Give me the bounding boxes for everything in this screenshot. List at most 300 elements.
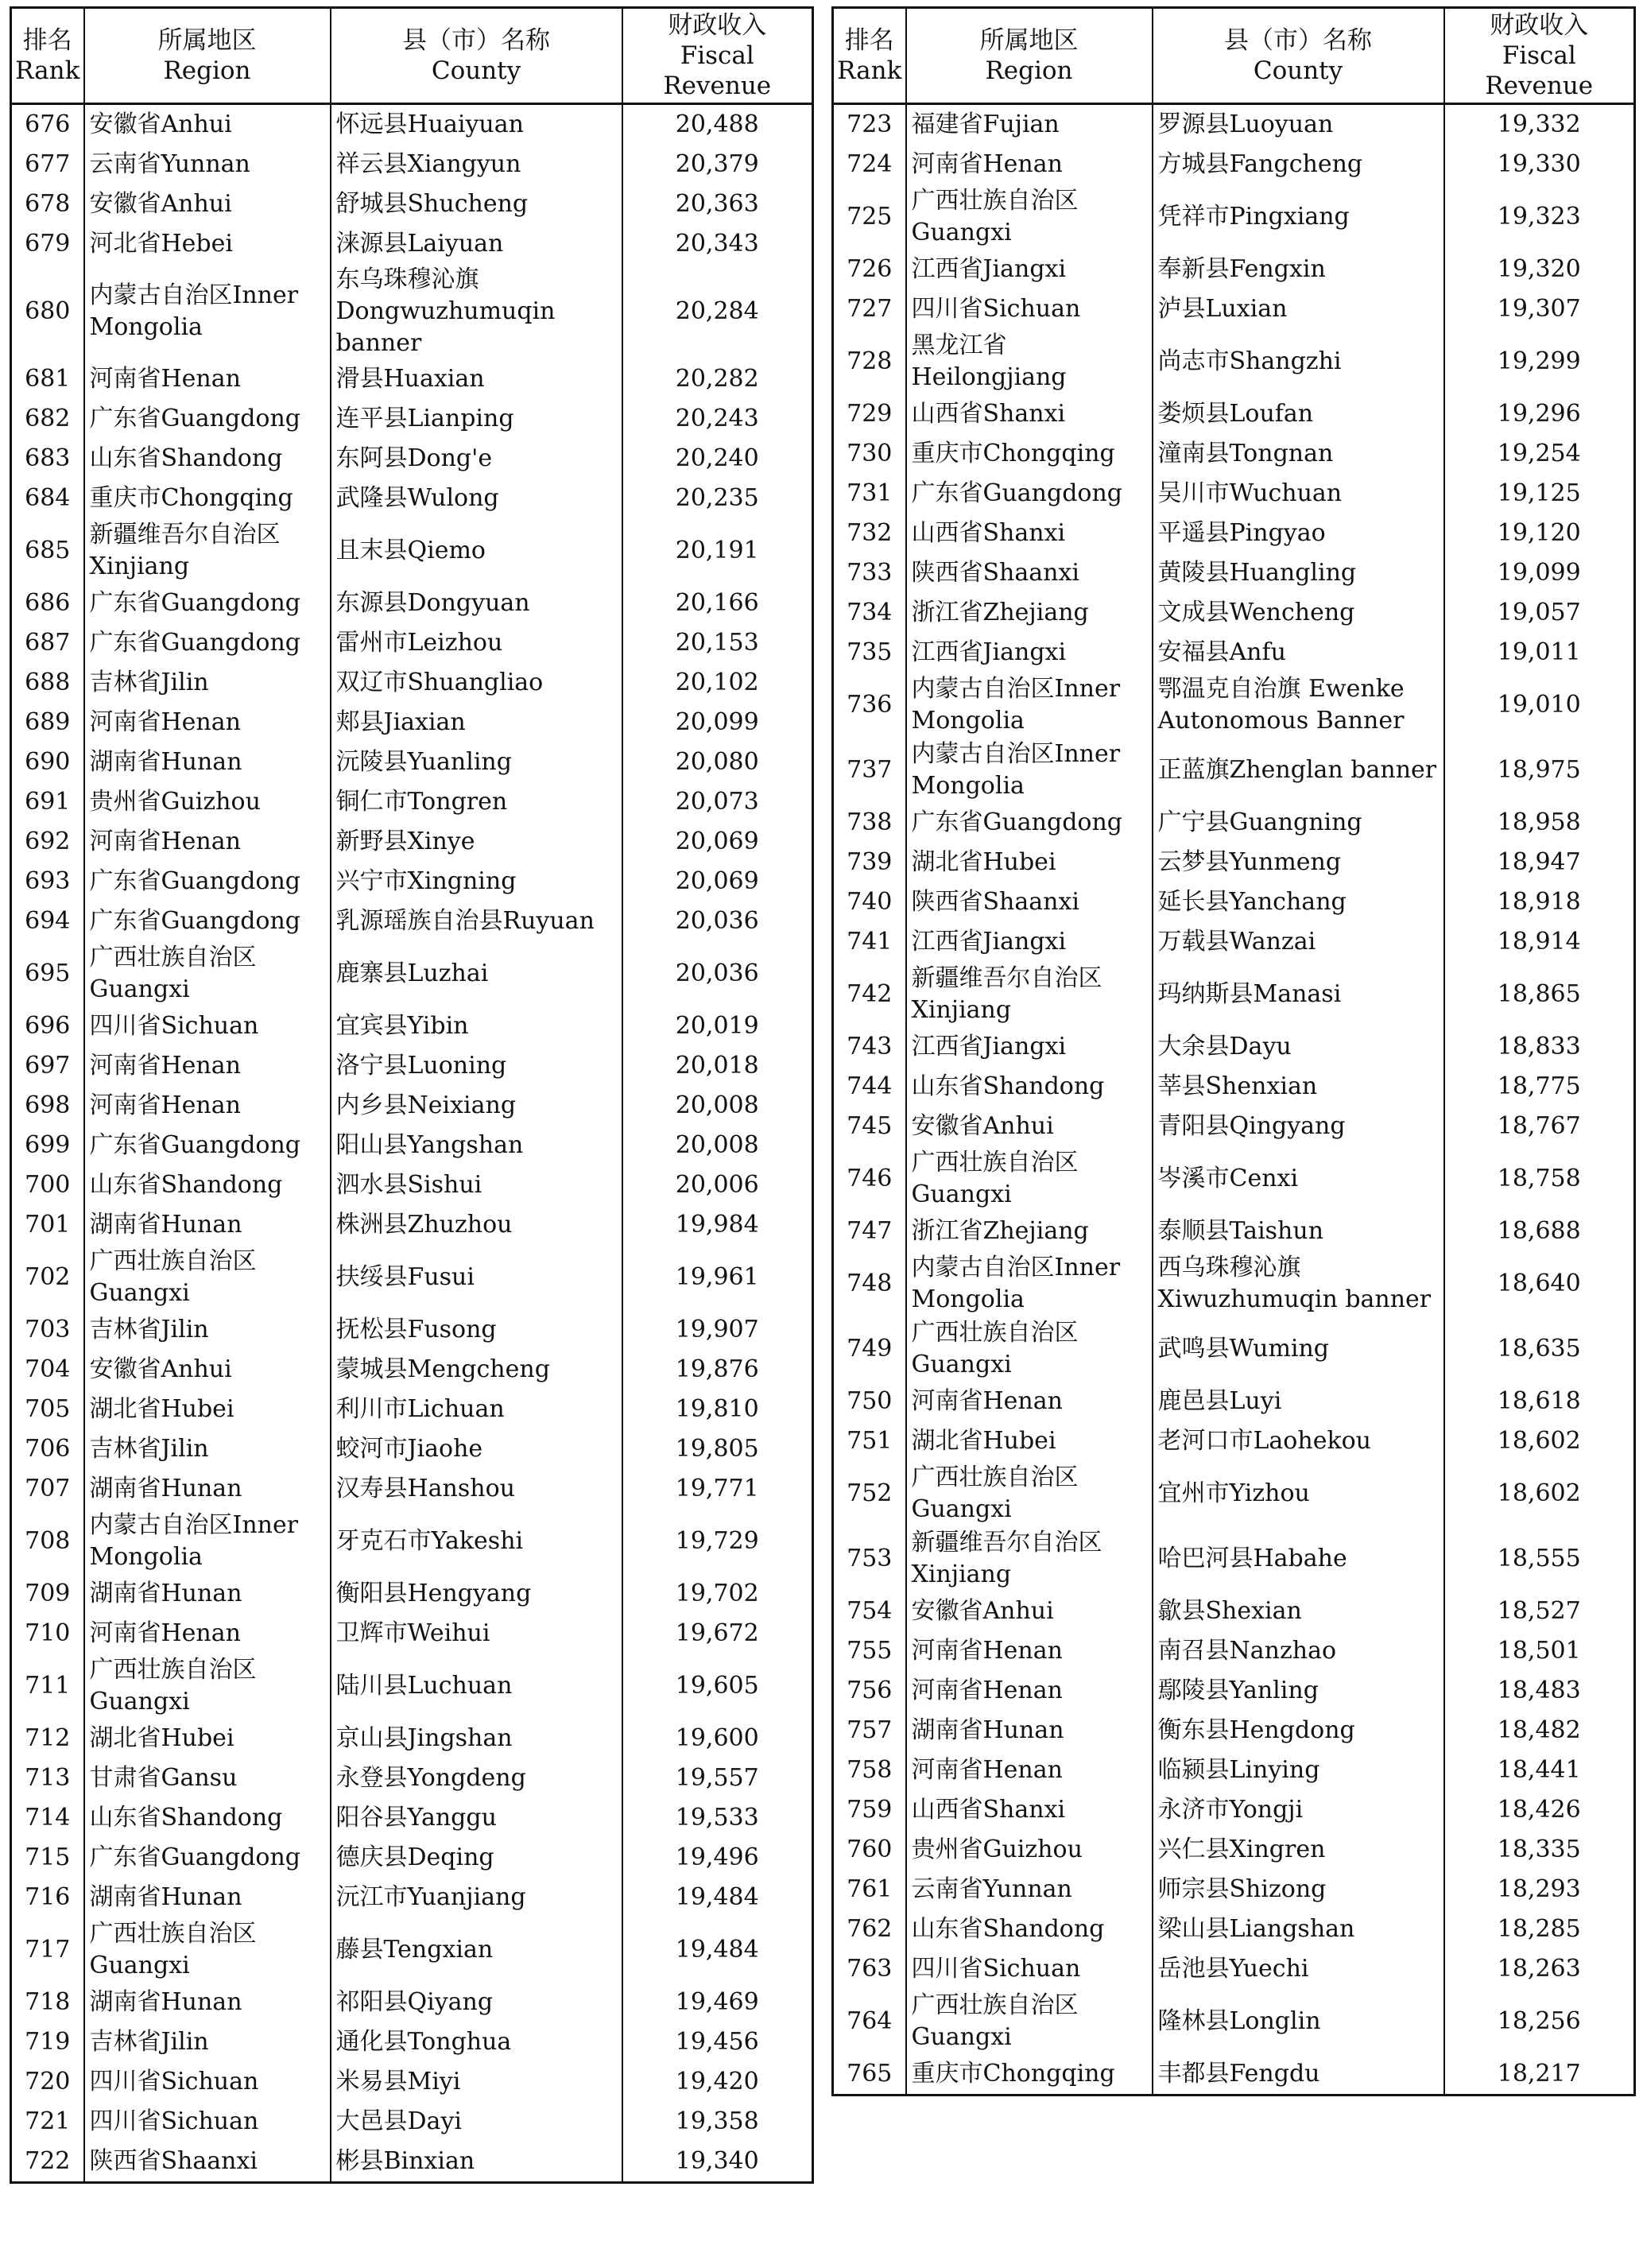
rank-cell: 703 [11, 1310, 84, 1350]
region-cell: 湖南省Hunan [84, 1574, 331, 1614]
county-cell: 武鸣县Wuming [1153, 1316, 1444, 1382]
revenue-cell: 20,018 [622, 1046, 813, 1086]
region-cell: 吉林省Jilin [84, 663, 331, 703]
county-cell: 正蓝旗Zhenglan banner [1153, 738, 1444, 803]
rank-cell: 736 [833, 673, 906, 738]
county-cell: 歙县Shexian [1153, 1591, 1444, 1631]
region-cell: 浙江省Zhejiang [906, 593, 1153, 633]
table-row [833, 145, 1635, 184]
rank-cell: 680 [11, 264, 84, 359]
county-cell: 梁山县Liangshan [1153, 1909, 1444, 1949]
revenue-cell: 18,640 [1444, 1251, 1635, 1316]
region-cell: 四川省Sichuan [84, 1006, 331, 1046]
rank-cell: 685 [11, 518, 84, 583]
table-row [11, 439, 813, 479]
table-row [11, 1798, 813, 1838]
table-row [11, 663, 813, 703]
revenue-cell: 20,363 [622, 184, 813, 224]
rank-cell: 738 [833, 803, 906, 843]
region-cell: 广东省Guangdong [84, 1838, 331, 1878]
revenue-cell: 20,488 [622, 104, 813, 145]
county-cell: 凭祥市Pingxiang [1153, 184, 1444, 250]
county-cell: 大余县Dayu [1153, 1027, 1444, 1067]
revenue-cell: 18,217 [1444, 2054, 1635, 2095]
county-cell: 文成县Wencheng [1153, 593, 1444, 633]
county-cell: 老河口市Laohekou [1153, 1421, 1444, 1461]
revenue-cell: 18,758 [1444, 1146, 1635, 1212]
region-cell: 四川省Sichuan [906, 289, 1153, 329]
table-row [11, 1614, 813, 1654]
region-cell: 河南省Henan [906, 1382, 1153, 1421]
revenue-cell: 18,918 [1444, 882, 1635, 922]
region-cell: 内蒙古自治区Inner Mongolia [84, 264, 331, 359]
county-cell: 内乡县Neixiang [331, 1086, 622, 1126]
rank-cell: 711 [11, 1654, 84, 1719]
revenue-cell: 20,284 [622, 264, 813, 359]
revenue-cell: 18,975 [1444, 738, 1635, 803]
revenue-cell: 20,006 [622, 1165, 813, 1205]
county-header: 县（市）名称 County [331, 8, 622, 104]
county-cell: 抚松县Fusong [331, 1310, 622, 1350]
table-row [833, 1461, 1635, 1526]
rank-cell: 749 [833, 1316, 906, 1382]
county-cell: 衡阳县Hengyang [331, 1574, 622, 1614]
rank-cell: 681 [11, 359, 84, 399]
revenue-cell: 18,293 [1444, 1870, 1635, 1909]
region-cell: 新疆维吾尔自治区 Xinjiang [906, 1526, 1153, 1591]
county-cell: 方城县Fangcheng [1153, 145, 1444, 184]
revenue-cell: 20,166 [622, 583, 813, 623]
revenue-cell: 20,008 [622, 1126, 813, 1165]
rank-cell: 741 [833, 922, 906, 962]
revenue-cell: 18,555 [1444, 1526, 1635, 1591]
region-cell: 新疆维吾尔自治区 Xinjiang [906, 962, 1153, 1027]
revenue-cell: 18,602 [1444, 1461, 1635, 1526]
table-row [11, 359, 813, 399]
revenue-cell: 19,729 [622, 1509, 813, 1574]
rank-header: 排名 Rank [833, 8, 906, 104]
county-cell: 丰都县Fengdu [1153, 2054, 1444, 2095]
county-cell: 泸县Luxian [1153, 289, 1444, 329]
region-cell: 山西省Shanxi [906, 1790, 1153, 1830]
table-row [11, 1205, 813, 1245]
county-cell: 陆川县Luchuan [331, 1654, 622, 1719]
rank-cell: 684 [11, 479, 84, 518]
table-row [11, 1086, 813, 1126]
table-row [833, 1989, 1635, 2054]
county-cell: 郏县Jiaxian [331, 703, 622, 742]
table-row [11, 264, 813, 359]
table-row [11, 1758, 813, 1798]
county-cell: 鄂温克自治旗 Ewenke Autonomous Banner [1153, 673, 1444, 738]
revenue-cell: 19,340 [622, 2142, 813, 2183]
revenue-cell: 19,533 [622, 1798, 813, 1838]
rank-cell: 712 [11, 1719, 84, 1758]
rank-cell: 718 [11, 1983, 84, 2022]
table-row [11, 399, 813, 439]
table-row [833, 1316, 1635, 1382]
county-cell: 新野县Xinye [331, 822, 622, 862]
rank-cell: 715 [11, 1838, 84, 1878]
county-cell: 扶绥县Fusui [331, 1245, 622, 1310]
region-cell: 贵州省Guizhou [84, 782, 331, 822]
table-row [11, 1126, 813, 1165]
rank-cell: 694 [11, 901, 84, 941]
revenue-cell: 19,120 [1444, 514, 1635, 553]
table-row [11, 583, 813, 623]
county-cell: 双辽市Shuangliao [331, 663, 622, 703]
revenue-cell: 19,805 [622, 1429, 813, 1469]
table-row [11, 901, 813, 941]
rank-cell: 692 [11, 822, 84, 862]
rank-cell: 716 [11, 1878, 84, 1917]
rank-cell: 690 [11, 742, 84, 782]
revenue-cell: 19,984 [622, 1205, 813, 1245]
revenue-cell: 19,323 [1444, 184, 1635, 250]
table-row [11, 1509, 813, 1574]
region-cell: 广东省Guangdong [84, 623, 331, 663]
county-cell: 玛纳斯县Manasi [1153, 962, 1444, 1027]
table-row [11, 2062, 813, 2102]
rank-cell: 704 [11, 1350, 84, 1390]
county-cell: 泗水县Sishui [331, 1165, 622, 1205]
region-cell: 甘肃省Gansu [84, 1758, 331, 1798]
rank-cell: 679 [11, 224, 84, 264]
revenue-header: 财政收入 Fiscal Revenue [1444, 8, 1635, 104]
rank-cell: 730 [833, 434, 906, 474]
revenue-cell: 19,299 [1444, 329, 1635, 394]
table-row [833, 250, 1635, 289]
table-row [11, 518, 813, 583]
region-cell: 山西省Shanxi [906, 514, 1153, 553]
region-cell: 四川省Sichuan [906, 1949, 1153, 1989]
table-row [833, 1909, 1635, 1949]
rank-cell: 709 [11, 1574, 84, 1614]
rank-cell: 763 [833, 1949, 906, 1989]
region-cell: 湖北省Hubei [84, 1719, 331, 1758]
county-cell: 鹿邑县Luyi [1153, 1382, 1444, 1421]
rank-cell: 752 [833, 1461, 906, 1526]
county-cell: 潼南县Tongnan [1153, 434, 1444, 474]
county-cell: 德庆县Deqing [331, 1838, 622, 1878]
revenue-cell: 18,602 [1444, 1421, 1635, 1461]
region-cell: 陕西省Shaanxi [906, 553, 1153, 593]
region-cell: 河南省Henan [906, 1750, 1153, 1790]
rank-cell: 762 [833, 1909, 906, 1949]
table-row [833, 922, 1635, 962]
table-row [11, 1165, 813, 1205]
county-cell: 东乌珠穆沁旗 Dongwuzhumuqin banner [331, 264, 622, 359]
region-cell: 内蒙古自治区Inner Mongolia [84, 1509, 331, 1574]
revenue-cell: 20,019 [622, 1006, 813, 1046]
region-cell: 河南省Henan [906, 145, 1153, 184]
rank-cell: 758 [833, 1750, 906, 1790]
region-cell: 安徽省Anhui [906, 1591, 1153, 1631]
county-cell: 大邑县Dayi [331, 2102, 622, 2142]
region-cell: 重庆市Chongqing [906, 434, 1153, 474]
rank-cell: 732 [833, 514, 906, 553]
region-cell: 河南省Henan [84, 1086, 331, 1126]
revenue-cell: 20,243 [622, 399, 813, 439]
revenue-header: 财政收入 Fiscal Revenue [622, 8, 813, 104]
region-cell: 云南省Yunnan [84, 145, 331, 184]
table-row [833, 329, 1635, 394]
county-cell: 临颍县Linying [1153, 1750, 1444, 1790]
region-cell: 湖南省Hunan [84, 1469, 331, 1509]
county-cell: 青阳县Qingyang [1153, 1107, 1444, 1146]
region-cell: 黑龙江省 Heilongjiang [906, 329, 1153, 394]
region-cell: 广西壮族自治区 Guangxi [84, 941, 331, 1006]
table-row [833, 1107, 1635, 1146]
region-cell: 福建省Fujian [906, 104, 1153, 145]
region-cell: 广东省Guangdong [84, 583, 331, 623]
revenue-cell: 18,865 [1444, 962, 1635, 1027]
county-cell: 哈巴河县Habahe [1153, 1526, 1444, 1591]
county-cell: 泰顺县Taishun [1153, 1212, 1444, 1251]
revenue-cell: 19,011 [1444, 633, 1635, 673]
county-header: 县（市）名称 County [1153, 8, 1444, 104]
table-row [11, 782, 813, 822]
region-cell: 广西壮族自治区 Guangxi [906, 1461, 1153, 1526]
region-cell: 河南省Henan [84, 1614, 331, 1654]
revenue-cell: 20,191 [622, 518, 813, 583]
revenue-table-left [10, 6, 814, 2184]
rank-cell: 756 [833, 1671, 906, 1711]
revenue-cell: 20,008 [622, 1086, 813, 1126]
region-cell: 湖南省Hunan [906, 1711, 1153, 1750]
region-cell: 安徽省Anhui [84, 184, 331, 224]
rank-cell: 761 [833, 1870, 906, 1909]
rank-cell: 735 [833, 633, 906, 673]
table-row [833, 1750, 1635, 1790]
revenue-cell: 18,263 [1444, 1949, 1635, 1989]
region-cell: 湖南省Hunan [84, 1205, 331, 1245]
table-row [833, 1067, 1635, 1107]
county-cell: 师宗县Shizong [1153, 1870, 1444, 1909]
county-cell: 万载县Wanzai [1153, 922, 1444, 962]
region-cell: 吉林省Jilin [84, 1310, 331, 1350]
region-cell: 湖南省Hunan [84, 742, 331, 782]
rank-cell: 700 [11, 1165, 84, 1205]
rank-cell: 683 [11, 439, 84, 479]
revenue-cell: 20,069 [622, 822, 813, 862]
rank-cell: 737 [833, 738, 906, 803]
region-cell: 湖北省Hubei [84, 1390, 331, 1429]
county-cell: 阳山县Yangshan [331, 1126, 622, 1165]
rank-cell: 698 [11, 1086, 84, 1126]
revenue-cell: 19,484 [622, 1917, 813, 1983]
rank-cell: 686 [11, 583, 84, 623]
county-cell: 隆林县Longlin [1153, 1989, 1444, 2054]
county-cell: 莘县Shenxian [1153, 1067, 1444, 1107]
table-row [833, 394, 1635, 434]
revenue-cell: 18,914 [1444, 922, 1635, 962]
county-cell: 蛟河市Jiaohe [331, 1429, 622, 1469]
table-row [11, 1390, 813, 1429]
region-cell: 重庆市Chongqing [84, 479, 331, 518]
county-cell: 米易县Miyi [331, 2062, 622, 2102]
county-cell: 永济市Yongji [1153, 1790, 1444, 1830]
rank-cell: 751 [833, 1421, 906, 1461]
table-row [833, 1027, 1635, 1067]
table-row [833, 1631, 1635, 1671]
rank-cell: 682 [11, 399, 84, 439]
county-cell: 涞源县Laiyuan [331, 224, 622, 264]
county-cell: 蒙城县Mengcheng [331, 1350, 622, 1390]
region-cell: 内蒙古自治区Inner Mongolia [906, 1251, 1153, 1316]
revenue-cell: 18,285 [1444, 1909, 1635, 1949]
region-cell: 广东省Guangdong [84, 862, 331, 901]
rank-cell: 710 [11, 1614, 84, 1654]
revenue-cell: 19,810 [622, 1390, 813, 1429]
region-cell: 广西壮族自治区 Guangxi [906, 1316, 1153, 1382]
revenue-cell: 19,332 [1444, 104, 1635, 145]
region-cell: 重庆市Chongqing [906, 2054, 1153, 2095]
rank-cell: 677 [11, 145, 84, 184]
region-cell: 陕西省Shaanxi [84, 2142, 331, 2183]
region-cell: 河南省Henan [84, 1046, 331, 1086]
revenue-cell: 18,635 [1444, 1316, 1635, 1382]
county-cell: 安福县Anfu [1153, 633, 1444, 673]
revenue-cell: 20,073 [622, 782, 813, 822]
region-cell: 广东省Guangdong [84, 1126, 331, 1165]
county-cell: 东阿县Dong'e [331, 439, 622, 479]
revenue-cell: 20,240 [622, 439, 813, 479]
rank-cell: 729 [833, 394, 906, 434]
revenue-cell: 19,307 [1444, 289, 1635, 329]
region-cell: 江西省Jiangxi [906, 922, 1153, 962]
county-cell: 岳池县Yuechi [1153, 1949, 1444, 1989]
region-cell: 河北省Hebei [84, 224, 331, 264]
table-row [11, 1429, 813, 1469]
rank-cell: 728 [833, 329, 906, 394]
rank-cell: 739 [833, 843, 906, 882]
region-cell: 云南省Yunnan [906, 1870, 1153, 1909]
rank-cell: 701 [11, 1205, 84, 1245]
revenue-cell: 20,379 [622, 145, 813, 184]
region-cell: 广西壮族自治区 Guangxi [84, 1245, 331, 1310]
rank-cell: 713 [11, 1758, 84, 1798]
county-cell: 黄陵县Huangling [1153, 553, 1444, 593]
table-row [833, 962, 1635, 1027]
county-cell: 吴川市Wuchuan [1153, 474, 1444, 514]
rank-header: 排名 Rank [11, 8, 84, 104]
table-header-row [833, 8, 1635, 104]
rank-cell: 724 [833, 145, 906, 184]
revenue-cell: 18,833 [1444, 1027, 1635, 1067]
rank-cell: 693 [11, 862, 84, 901]
rank-cell: 697 [11, 1046, 84, 1086]
table-row [833, 434, 1635, 474]
county-cell: 卫辉市Weihui [331, 1614, 622, 1654]
revenue-cell: 20,153 [622, 623, 813, 663]
county-cell: 利川市Lichuan [331, 1390, 622, 1429]
region-cell: 湖北省Hubei [906, 843, 1153, 882]
rank-cell: 733 [833, 553, 906, 593]
table-row [833, 882, 1635, 922]
rank-cell: 676 [11, 104, 84, 145]
revenue-cell: 20,102 [622, 663, 813, 703]
region-cell: 广西壮族自治区 Guangxi [84, 1654, 331, 1719]
region-cell: 四川省Sichuan [84, 2102, 331, 2142]
revenue-cell: 19,876 [622, 1350, 813, 1390]
table-row [11, 1046, 813, 1086]
region-cell: 内蒙古自治区Inner Mongolia [906, 673, 1153, 738]
table-row [833, 1830, 1635, 1870]
revenue-table-right [831, 6, 1636, 2096]
county-cell: 尚志市Shangzhi [1153, 329, 1444, 394]
region-cell: 安徽省Anhui [84, 104, 331, 145]
revenue-cell: 19,771 [622, 1469, 813, 1509]
region-cell: 贵州省Guizhou [906, 1830, 1153, 1870]
table-row [11, 1245, 813, 1310]
revenue-cell: 18,767 [1444, 1107, 1635, 1146]
table-row [11, 822, 813, 862]
rank-cell: 742 [833, 962, 906, 1027]
rank-cell: 754 [833, 1591, 906, 1631]
county-cell: 延长县Yanchang [1153, 882, 1444, 922]
county-cell: 且末县Qiemo [331, 518, 622, 583]
revenue-cell: 19,099 [1444, 553, 1635, 593]
county-cell: 云梦县Yunmeng [1153, 843, 1444, 882]
revenue-cell: 19,672 [622, 1614, 813, 1654]
table-row [833, 1591, 1635, 1631]
county-cell: 雷州市Leizhou [331, 623, 622, 663]
revenue-cell: 19,358 [622, 2102, 813, 2142]
table-row [833, 514, 1635, 553]
revenue-cell: 19,702 [622, 1574, 813, 1614]
region-cell: 河南省Henan [906, 1631, 1153, 1671]
revenue-cell: 18,947 [1444, 843, 1635, 882]
region-cell: 安徽省Anhui [906, 1107, 1153, 1146]
table-row [11, 2022, 813, 2062]
table-row [833, 289, 1635, 329]
rank-cell: 688 [11, 663, 84, 703]
table-row [833, 2054, 1635, 2095]
table-row [833, 1421, 1635, 1461]
revenue-cell: 19,456 [622, 2022, 813, 2062]
table-row [11, 1917, 813, 1983]
rank-cell: 759 [833, 1790, 906, 1830]
region-cell: 吉林省Jilin [84, 2022, 331, 2062]
revenue-cell: 19,057 [1444, 593, 1635, 633]
region-cell: 新疆维吾尔自治区 Xinjiang [84, 518, 331, 583]
table-row [11, 224, 813, 264]
county-cell: 兴仁县Xingren [1153, 1830, 1444, 1870]
revenue-cell: 19,484 [622, 1878, 813, 1917]
rank-cell: 744 [833, 1067, 906, 1107]
rank-cell: 687 [11, 623, 84, 663]
region-cell: 湖南省Hunan [84, 1878, 331, 1917]
county-cell: 洛宁县Luoning [331, 1046, 622, 1086]
rank-cell: 702 [11, 1245, 84, 1310]
rank-cell: 695 [11, 941, 84, 1006]
table-row [833, 803, 1635, 843]
county-cell: 兴宁市Xingning [331, 862, 622, 901]
table-row [833, 1251, 1635, 1316]
rank-cell: 731 [833, 474, 906, 514]
table-row [833, 1711, 1635, 1750]
table-row [11, 862, 813, 901]
revenue-cell: 19,010 [1444, 673, 1635, 738]
region-cell: 安徽省Anhui [84, 1350, 331, 1390]
region-cell: 广东省Guangdong [84, 901, 331, 941]
table-row [833, 553, 1635, 593]
revenue-cell: 18,527 [1444, 1591, 1635, 1631]
table-row [11, 1350, 813, 1390]
region-cell: 山东省Shandong [84, 439, 331, 479]
rank-cell: 722 [11, 2142, 84, 2183]
